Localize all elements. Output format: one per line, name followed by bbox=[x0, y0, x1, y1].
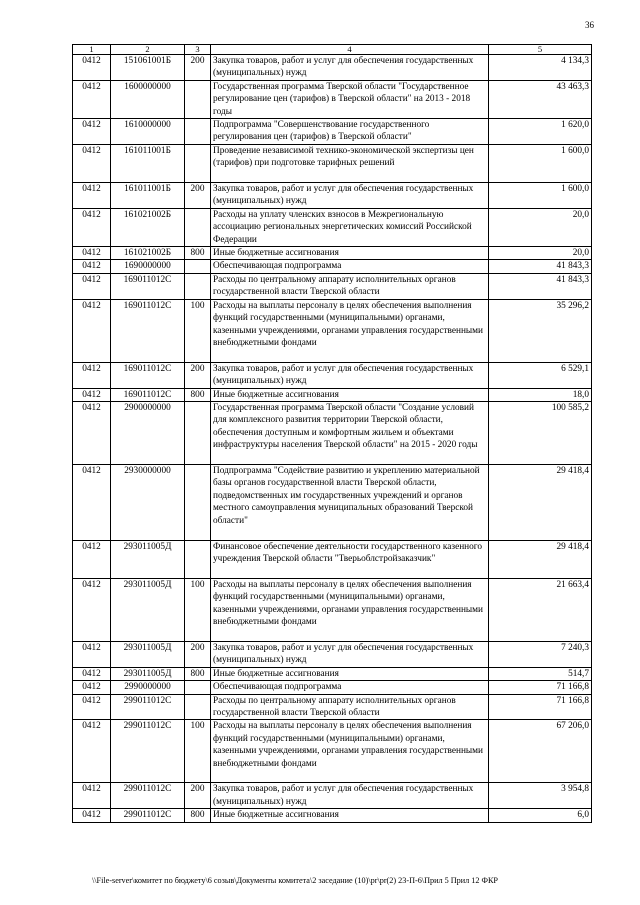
cell-type bbox=[185, 694, 211, 720]
cell-code: 1690000000 bbox=[111, 260, 185, 273]
cell-type bbox=[185, 401, 211, 464]
table-row bbox=[73, 260, 592, 273]
cell-sect: 0412 bbox=[73, 809, 111, 822]
header-cell: 5 bbox=[489, 45, 592, 55]
cell-amount: 71 166,8 bbox=[489, 694, 592, 720]
cell-code: 161021002Б bbox=[111, 247, 185, 260]
cell-amount: 6 529,1 bbox=[489, 362, 592, 388]
cell-type: 800 bbox=[185, 667, 211, 680]
cell-name: Расходы по центральному аппарату исполнительных органов государственной власти Тверской области bbox=[211, 273, 489, 299]
cell-amount: 7 240,3 bbox=[489, 641, 592, 667]
table-row bbox=[73, 720, 592, 783]
cell-name: Расходы на выплаты персоналу в целях обеспечения выполнения функций государственными (муниципальными) органами, казенными учреждениями, органами управления государственными внебюджетными фондами bbox=[211, 720, 489, 783]
cell-amount: 1 600,0 bbox=[489, 145, 592, 183]
cell-name: Расходы на выплаты персоналу в целях обеспечения выполнения функций государственными (муниципальными) органами, казенными учреждениями, органами управления государственными внебюджетными фондами bbox=[211, 578, 489, 641]
cell-sect: 0412 bbox=[73, 694, 111, 720]
cell-code: 299011012С bbox=[111, 783, 185, 809]
cell-code: 161011001Б bbox=[111, 183, 185, 209]
cell-name: Иные бюджетные ассигнования bbox=[211, 388, 489, 401]
table-row bbox=[73, 119, 592, 145]
budget-table bbox=[72, 44, 592, 823]
cell-name: Обеспечивающая подпрограмма bbox=[211, 681, 489, 694]
cell-sect: 0412 bbox=[73, 720, 111, 783]
cell-sect: 0412 bbox=[73, 119, 111, 145]
cell-type bbox=[185, 464, 211, 540]
cell-amount: 3 954,8 bbox=[489, 783, 592, 809]
cell-code: 169011012С bbox=[111, 388, 185, 401]
cell-sect: 0412 bbox=[73, 145, 111, 183]
cell-amount: 35 296,2 bbox=[489, 299, 592, 362]
header-cell: 1 bbox=[73, 45, 111, 55]
table-row bbox=[73, 208, 592, 246]
cell-type bbox=[185, 145, 211, 183]
header-row bbox=[73, 45, 592, 55]
cell-code: 1600000000 bbox=[111, 80, 185, 118]
cell-sect: 0412 bbox=[73, 667, 111, 680]
cell-amount: 514,7 bbox=[489, 667, 592, 680]
cell-name: Государственная программа Тверской области "Создание условий для комплексного развития территории Тверской области, обеспечения доступным и комфортным жильем и объектами инфраструктуры населения Тверской области" на 2015 - 2020 годы bbox=[211, 401, 489, 464]
cell-amount: 41 843,3 bbox=[489, 260, 592, 273]
cell-sect: 0412 bbox=[73, 464, 111, 540]
cell-type: 800 bbox=[185, 247, 211, 260]
page-number: 36 bbox=[585, 20, 594, 30]
cell-sect: 0412 bbox=[73, 183, 111, 209]
table-body bbox=[73, 55, 592, 823]
cell-sect: 0412 bbox=[73, 388, 111, 401]
table-row bbox=[73, 578, 592, 641]
table-row bbox=[73, 694, 592, 720]
cell-code: 2990000000 bbox=[111, 681, 185, 694]
cell-code: 151061001Б bbox=[111, 55, 185, 81]
cell-name: Расходы на уплату членских взносов в Межрегиональную ассоциацию региональных энергетических комиссий Российской Федерации bbox=[211, 208, 489, 246]
cell-type: 100 bbox=[185, 299, 211, 362]
table-row bbox=[73, 183, 592, 209]
cell-type bbox=[185, 540, 211, 578]
cell-sect: 0412 bbox=[73, 80, 111, 118]
cell-sect: 0412 bbox=[73, 55, 111, 81]
cell-name: Проведение независимой технико-экономической экспертизы цен (тарифов) при подготовке тарифных решений bbox=[211, 145, 489, 183]
cell-name: Закупка товаров, работ и услуг для обеспечения государственных (муниципальных) нужд bbox=[211, 362, 489, 388]
table-row bbox=[73, 247, 592, 260]
cell-code: 2900000000 bbox=[111, 401, 185, 464]
cell-code: 161021002Б bbox=[111, 208, 185, 246]
cell-type: 100 bbox=[185, 578, 211, 641]
cell-type: 200 bbox=[185, 362, 211, 388]
cell-code: 169011012С bbox=[111, 299, 185, 362]
header-cell: 2 bbox=[111, 45, 185, 55]
cell-name: Расходы на выплаты персоналу в целях обеспечения выполнения функций государственными (муниципальными) органами, казенными учреждениями, органами управления государственными внебюджетными фондами bbox=[211, 299, 489, 362]
cell-type bbox=[185, 273, 211, 299]
cell-amount: 20,0 bbox=[489, 208, 592, 246]
table-row bbox=[73, 145, 592, 183]
cell-amount: 67 206,0 bbox=[489, 720, 592, 783]
cell-name: Подпрограмма "Содействие развитию и укреплению материальной базы органов государственной власти Тверской области, подведомственных им государственных учреждений и органов местного самоуправления муниципальных образований Тверской области" bbox=[211, 464, 489, 540]
cell-type: 200 bbox=[185, 55, 211, 81]
cell-sect: 0412 bbox=[73, 783, 111, 809]
cell-amount: 18,0 bbox=[489, 388, 592, 401]
table-row bbox=[73, 783, 592, 809]
cell-amount: 1 620,0 bbox=[489, 119, 592, 145]
cell-name: Государственная программа Тверской области "Государственное регулирование цен (тарифов) в Тверской области" на 2013 - 2018 годы bbox=[211, 80, 489, 118]
cell-type: 200 bbox=[185, 183, 211, 209]
cell-code: 169011012С bbox=[111, 273, 185, 299]
table-row bbox=[73, 362, 592, 388]
cell-name: Обеспечивающая подпрограмма bbox=[211, 260, 489, 273]
cell-amount: 1 600,0 bbox=[489, 183, 592, 209]
table-row bbox=[73, 809, 592, 822]
cell-code: 293011005Д bbox=[111, 667, 185, 680]
header-cell: 4 bbox=[211, 45, 489, 55]
table-row bbox=[73, 55, 592, 81]
cell-name: Финансовое обеспечение деятельности государственного казенного учреждения Тверской области "Тверьоблстройзаказчик" bbox=[211, 540, 489, 578]
table-row bbox=[73, 540, 592, 578]
cell-sect: 0412 bbox=[73, 681, 111, 694]
cell-name: Иные бюджетные ассигнования bbox=[211, 809, 489, 822]
cell-code: 299011012С bbox=[111, 694, 185, 720]
cell-sect: 0412 bbox=[73, 208, 111, 246]
cell-amount: 100 585,2 bbox=[489, 401, 592, 464]
cell-amount: 21 663,4 bbox=[489, 578, 592, 641]
cell-code: 1610000000 bbox=[111, 119, 185, 145]
cell-amount: 29 418,4 bbox=[489, 540, 592, 578]
cell-type: 200 bbox=[185, 783, 211, 809]
table-row bbox=[73, 667, 592, 680]
cell-sect: 0412 bbox=[73, 273, 111, 299]
table-row bbox=[73, 80, 592, 118]
cell-name: Закупка товаров, работ и услуг для обеспечения государственных (муниципальных) нужд bbox=[211, 641, 489, 667]
cell-type: 800 bbox=[185, 388, 211, 401]
table-row bbox=[73, 464, 592, 540]
cell-amount: 6,0 bbox=[489, 809, 592, 822]
cell-type bbox=[185, 260, 211, 273]
cell-code: 2930000000 bbox=[111, 464, 185, 540]
cell-amount: 71 166,8 bbox=[489, 681, 592, 694]
cell-sect: 0412 bbox=[73, 641, 111, 667]
cell-sect: 0412 bbox=[73, 247, 111, 260]
cell-sect: 0412 bbox=[73, 299, 111, 362]
cell-sect: 0412 bbox=[73, 578, 111, 641]
table-row bbox=[73, 681, 592, 694]
cell-type: 100 bbox=[185, 720, 211, 783]
table-row bbox=[73, 388, 592, 401]
cell-type: 200 bbox=[185, 641, 211, 667]
file-path-footer: \\File-server\комитет по бюджету\6 созыв\Документы комитета\2 заседание (10)\pr\pr(2) 23-П-6\Прил 5 Прил 12 ФКР bbox=[92, 876, 498, 885]
cell-sect: 0412 bbox=[73, 401, 111, 464]
cell-name: Иные бюджетные ассигнования bbox=[211, 247, 489, 260]
cell-sect: 0412 bbox=[73, 362, 111, 388]
cell-type bbox=[185, 80, 211, 118]
cell-code: 299011012С bbox=[111, 809, 185, 822]
cell-type bbox=[185, 119, 211, 145]
cell-code: 299011012С bbox=[111, 720, 185, 783]
cell-code: 293011005Д bbox=[111, 641, 185, 667]
table-row bbox=[73, 273, 592, 299]
cell-code: 293011005Д bbox=[111, 578, 185, 641]
cell-amount: 43 463,3 bbox=[489, 80, 592, 118]
cell-amount: 29 418,4 bbox=[489, 464, 592, 540]
cell-name: Закупка товаров, работ и услуг для обеспечения государственных (муниципальных) нужд bbox=[211, 55, 489, 81]
header-cell: 3 bbox=[185, 45, 211, 55]
cell-name: Закупка товаров, работ и услуг для обеспечения государственных (муниципальных) нужд bbox=[211, 783, 489, 809]
cell-amount: 20,0 bbox=[489, 247, 592, 260]
cell-type: 800 bbox=[185, 809, 211, 822]
cell-sect: 0412 bbox=[73, 260, 111, 273]
cell-sect: 0412 bbox=[73, 540, 111, 578]
cell-name: Иные бюджетные ассигнования bbox=[211, 667, 489, 680]
cell-name: Закупка товаров, работ и услуг для обеспечения государственных (муниципальных) нужд bbox=[211, 183, 489, 209]
table-row bbox=[73, 641, 592, 667]
cell-amount: 41 843,3 bbox=[489, 273, 592, 299]
table-row bbox=[73, 299, 592, 362]
cell-type bbox=[185, 208, 211, 246]
cell-amount: 4 134,3 bbox=[489, 55, 592, 81]
table-row bbox=[73, 401, 592, 464]
cell-code: 169011012С bbox=[111, 362, 185, 388]
cell-name: Расходы по центральному аппарату исполнительных органов государственной власти Тверской области bbox=[211, 694, 489, 720]
cell-type bbox=[185, 681, 211, 694]
cell-code: 161011001Б bbox=[111, 145, 185, 183]
cell-name: Подпрограмма "Совершенствование государственного регулирования цен (тарифов) в Тверской области" bbox=[211, 119, 489, 145]
cell-code: 293011005Д bbox=[111, 540, 185, 578]
